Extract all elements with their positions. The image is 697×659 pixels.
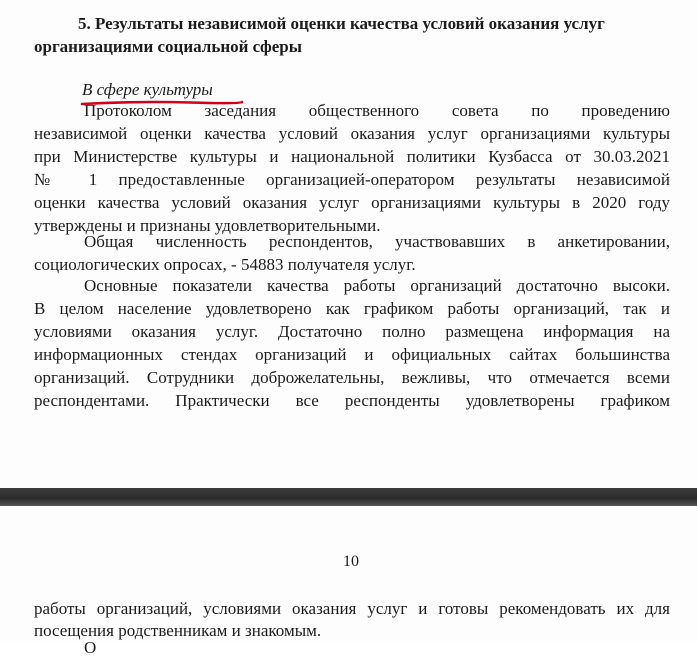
paragraph-line: информационных стендах организаций и официальных сайтах большинства — [34, 345, 670, 364]
paragraph-line: условиями оказания услуг. Достаточно полно размещена информация на — [34, 322, 670, 341]
paragraph-line: респондентами. Практически все респонденты удовлетворены графиком — [34, 391, 670, 410]
paragraph-line: посещения родственникам и знакомым. — [34, 621, 322, 640]
paragraph-line: при Министерстве культуры и национальной политики Кузбасса от 30.03.2021 — [34, 147, 670, 166]
subheading-culture: В сфере культуры — [82, 80, 213, 99]
paragraph-line: О — [84, 638, 97, 657]
paragraph-line: № 1 предоставленные организацией-оператором результаты независимой — [34, 170, 670, 189]
paragraph-line: социологических опросах, - 54883 получателя услуг. — [34, 255, 416, 274]
page-number: 10 — [343, 553, 359, 570]
paragraph-line: утверждены и признаны удовлетворительными. — [34, 216, 381, 235]
paragraph-line: Протоколом заседания общественного совета по проведению — [84, 101, 670, 120]
paragraph-line: организаций. Сотрудники доброжелательны, вежливы, что отмечается всеми — [34, 368, 670, 387]
page-break-separator — [0, 488, 697, 506]
paragraph-line: Основные показатели качества работы организаций достаточно высоки. — [84, 276, 670, 295]
section-title-line-2: организациями социальной сферы — [34, 37, 303, 56]
paragraph-line: оценки качества условий оказания услуг организациями культуры в 2020 году — [34, 193, 670, 212]
paragraph-line: Общая численность респондентов, участвовавших в анкетировании, — [84, 232, 670, 251]
paragraph-line: В целом население удовлетворено как графиком работы организаций, так и — [34, 299, 670, 318]
section-title-line-1: 5. Результаты независимой оценки качества условий оказания услуг — [78, 14, 605, 33]
paragraph-line: независимой оценки качества условий оказания услуг организациями культуры — [34, 124, 670, 143]
paragraph-line: работы организаций, условиями оказания услуг и готовы рекомендовать их для — [34, 599, 670, 618]
